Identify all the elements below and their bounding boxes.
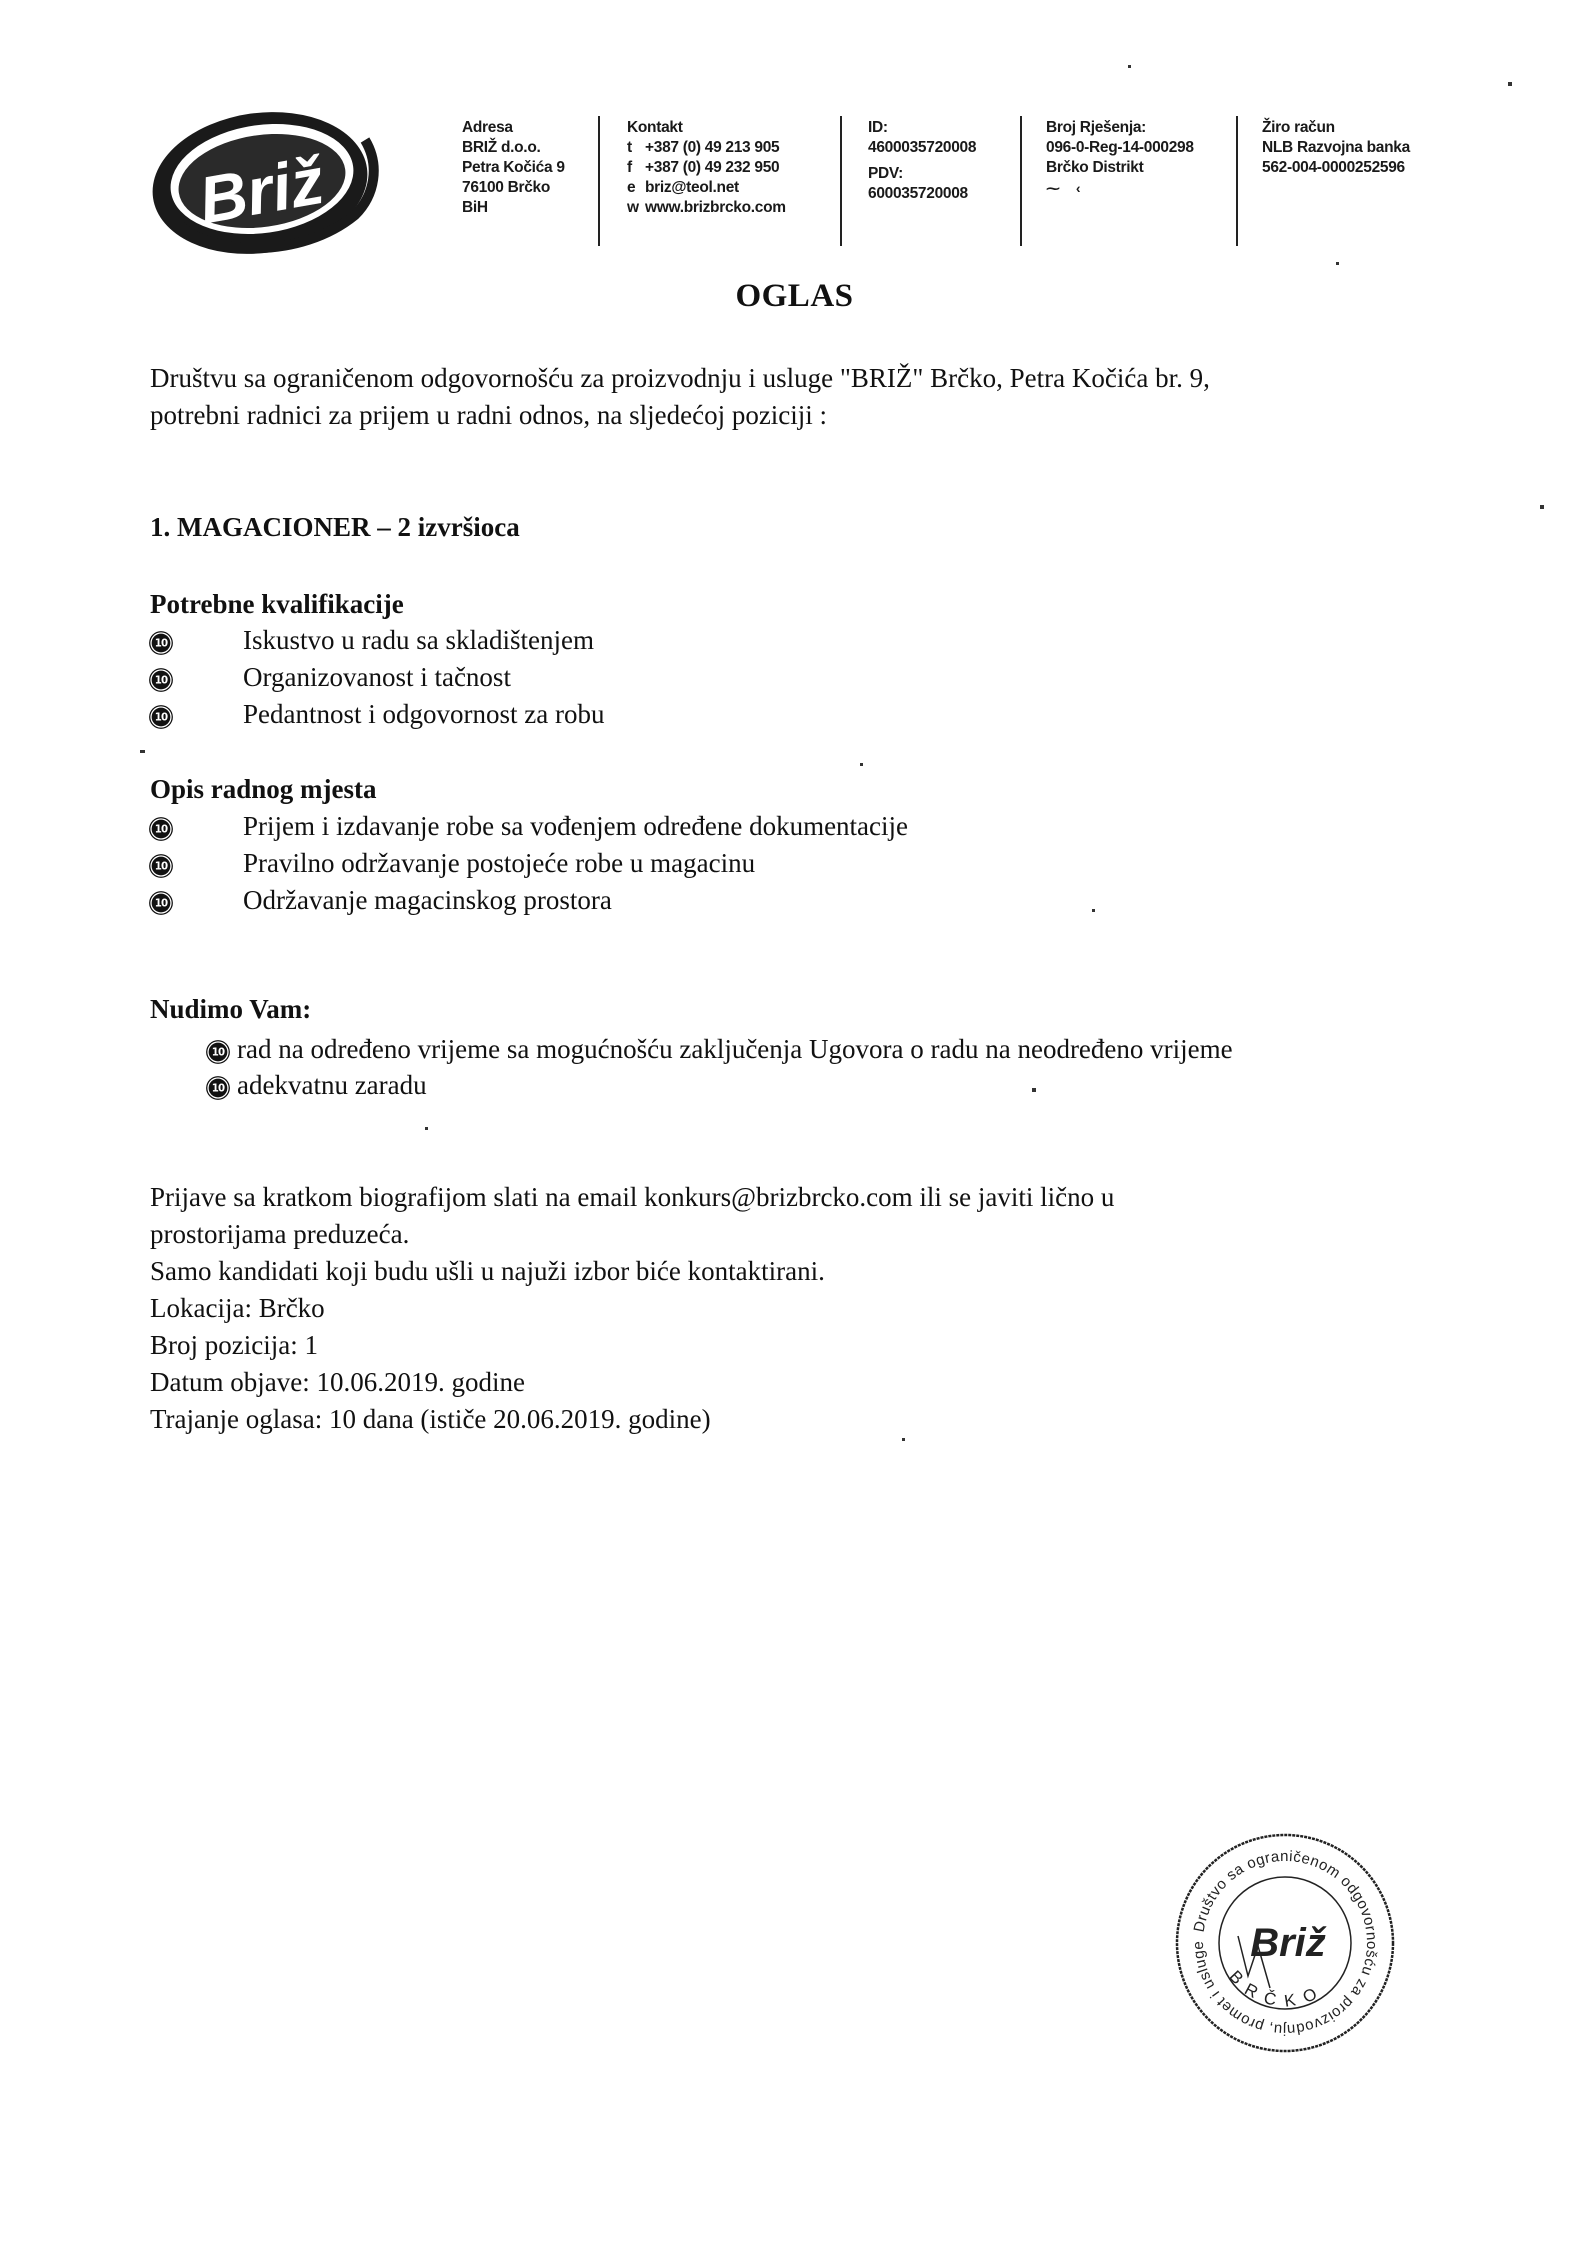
scan-speck — [902, 1438, 905, 1441]
contact-email: briz@teol.net — [645, 179, 739, 196]
registration-label: Broj Rješenja: — [1046, 119, 1147, 136]
address-block — [462, 118, 565, 218]
stamp-bottom-text: BRČKO — [1225, 1966, 1330, 2011]
fax-number: +387 (0) 49 232 950 — [645, 159, 780, 176]
list-item — [207, 1067, 427, 1104]
scan-speck — [1128, 65, 1131, 68]
location-text: Lokacija: Brčko — [150, 1293, 325, 1323]
job-description-text: Pravilno održavanje postojeće robe u magacinu — [243, 848, 756, 878]
list-item — [150, 808, 909, 845]
positions-count-text: Broj pozicija: 1 — [150, 1330, 318, 1360]
scan-speck — [1508, 82, 1512, 86]
stamp-ring-text: Društvo sa ograničenom odgovornošću za proizvodnju, promet i usluge — [1189, 1847, 1381, 2039]
id-label: ID: — [868, 119, 888, 136]
list-item — [207, 1031, 1233, 1068]
address-line: Petra Kočića 9 — [462, 159, 565, 176]
registration-district: Brčko Distrikt — [1046, 159, 1144, 176]
application-text: prostorijama preduzeća. — [150, 1219, 410, 1249]
job-description-text: Prijem i izdavanje robe sa vođenjem određene dokumentacije — [243, 811, 909, 841]
fax-symbol: f — [627, 159, 632, 176]
bullet-icon: 10 — [152, 671, 171, 690]
briz-logo — [150, 95, 390, 275]
logo-wordmark: Briž — [193, 142, 330, 238]
scan-speck — [1336, 262, 1339, 265]
phone-number: +387 (0) 49 213 905 — [645, 139, 780, 156]
bank-block — [1262, 118, 1410, 178]
registration-block — [1046, 118, 1194, 198]
position-heading: 1. MAGACIONER – 2 izvršioca — [150, 512, 520, 542]
list-item — [150, 882, 612, 919]
address-line: 76100 Brčko — [462, 179, 551, 196]
list-item — [150, 659, 511, 696]
qualification-text: Pedantnost i odgovornost za robu — [243, 699, 605, 729]
publish-date-text: Datum objave: 10.06.2019. godine — [150, 1367, 525, 1397]
application-text: Prijave sa kratkom biografijom slati na email konkurs@brizbrcko.com ili se javiti lično u — [150, 1182, 1115, 1212]
duration-text: Trajanje oglasa: 10 dana (ističe 20.06.2019. godine) — [150, 1404, 711, 1434]
intro-text: Društvu sa ograničenom odgovornošću za proizvodnju i usluge "BRIŽ" Brčko, Petra Kočića br. 9, — [150, 363, 1210, 393]
phone-symbol: t — [627, 139, 632, 156]
offer-heading: Nudimo Vam: — [150, 994, 312, 1024]
list-item — [150, 845, 756, 882]
header-divider — [1236, 116, 1238, 246]
bullet-icon: 10 — [209, 1043, 228, 1062]
scan-speck — [1032, 1088, 1036, 1092]
qualification-text: Organizovanost i tačnost — [243, 662, 511, 692]
id-value: 4600035720008 — [868, 139, 977, 156]
bullet-icon: 10 — [152, 820, 171, 839]
bank-account: 562-004-0000252596 — [1262, 159, 1405, 176]
pdv-value: 600035720008 — [868, 185, 968, 202]
bullet-icon: 10 — [152, 708, 171, 727]
scan-speck — [1540, 505, 1544, 509]
list-item — [150, 622, 594, 659]
registration-number: 096-0-Reg-14-000298 — [1046, 139, 1194, 156]
contact-block — [627, 118, 786, 218]
website: www.brizbrcko.com — [645, 199, 786, 216]
bullet-icon: 10 — [209, 1079, 228, 1098]
address-label: Adresa — [462, 119, 513, 136]
address-line: BRIŽ d.o.o. — [462, 139, 541, 156]
header-divider — [840, 116, 842, 246]
bullet-icon: 10 — [152, 857, 171, 876]
offer-text: adekvatnu zaradu — [237, 1070, 427, 1100]
bullet-icon: 10 — [152, 894, 171, 913]
scan-speck — [1092, 909, 1095, 912]
list-item — [150, 696, 605, 733]
company-stamp — [1170, 1828, 1400, 2058]
scan-speck — [140, 750, 145, 753]
bank-name: NLB Razvojna banka — [1262, 139, 1410, 156]
scan-speck — [860, 763, 863, 766]
document-title: OGLAS — [735, 278, 854, 314]
contact-label: Kontakt — [627, 119, 683, 136]
application-text: Samo kandidati koji budu ušli u najuži izbor biće kontaktirani. — [150, 1256, 825, 1286]
qualification-text: Iskustvo u radu sa skladištenjem — [243, 625, 594, 655]
web-symbol: w — [627, 199, 639, 216]
bank-label: Žiro račun — [1262, 119, 1335, 136]
address-line: BiH — [462, 199, 488, 216]
stamp-center-text: Briž — [1250, 1921, 1326, 1965]
job-description-text: Održavanje magacinskog prostora — [243, 885, 612, 915]
header-divider — [598, 116, 600, 246]
svg-text:BRČKO — [1225, 1967, 1329, 2011]
email-symbol: e — [627, 179, 636, 196]
id-block — [868, 118, 976, 204]
scan-speck — [425, 1127, 428, 1130]
offer-text: rad na određeno vrijeme sa mogućnošću zaključenja Ugovora o radu na neodređeno vrijeme — [237, 1034, 1233, 1064]
qualifications-heading: Potrebne kvalifikacije — [150, 589, 404, 619]
intro-text: potrebni radnici za prijem u radni odnos, na sljedećoj poziciji : — [150, 400, 828, 430]
pdv-label: PDV: — [868, 165, 903, 182]
job-description-heading: Opis radnog mjesta — [150, 774, 377, 804]
scribble-mark: ⁓ ‹ — [1046, 180, 1087, 196]
header-divider — [1020, 116, 1022, 246]
bullet-icon: 10 — [152, 634, 171, 653]
